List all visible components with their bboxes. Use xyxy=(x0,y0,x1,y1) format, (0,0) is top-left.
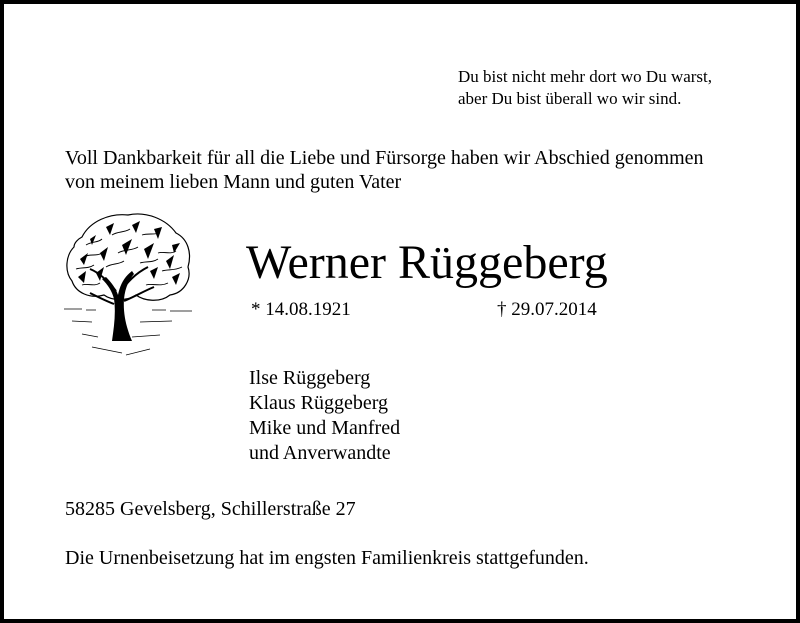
intro-line-1: Voll Dankbarkeit für all die Liebe und Fürsorge haben wir Abschied genommen xyxy=(65,147,704,169)
mourner-2: Klaus Rüggeberg xyxy=(249,392,389,414)
mourners-list xyxy=(249,366,400,466)
burial-notice: Die Urnenbeisetzung hat im engsten Familienkreis stattgefunden. xyxy=(65,547,589,569)
mourner-4: und Anverwandte xyxy=(249,442,391,464)
death-date: † 29.07.2014 xyxy=(497,299,597,320)
quote xyxy=(458,66,712,110)
intro-text xyxy=(65,146,704,194)
mourner-1: Ilse Rüggeberg xyxy=(249,367,371,389)
mourner-3: Mike und Manfred xyxy=(249,417,401,439)
quote-line-2: aber Du bist überall wo wir sind. xyxy=(458,89,682,108)
intro-line-2: von meinem lieben Mann und guten Vater xyxy=(65,171,402,193)
address: 58285 Gevelsberg, Schillerstraße 27 xyxy=(65,498,356,520)
tree-icon xyxy=(62,209,194,359)
birth-date: * 14.08.1921 xyxy=(251,299,351,320)
quote-line-1: Du bist nicht mehr dort wo Du warst, xyxy=(458,67,713,86)
deceased-name: Werner Rüggeberg xyxy=(246,236,608,289)
